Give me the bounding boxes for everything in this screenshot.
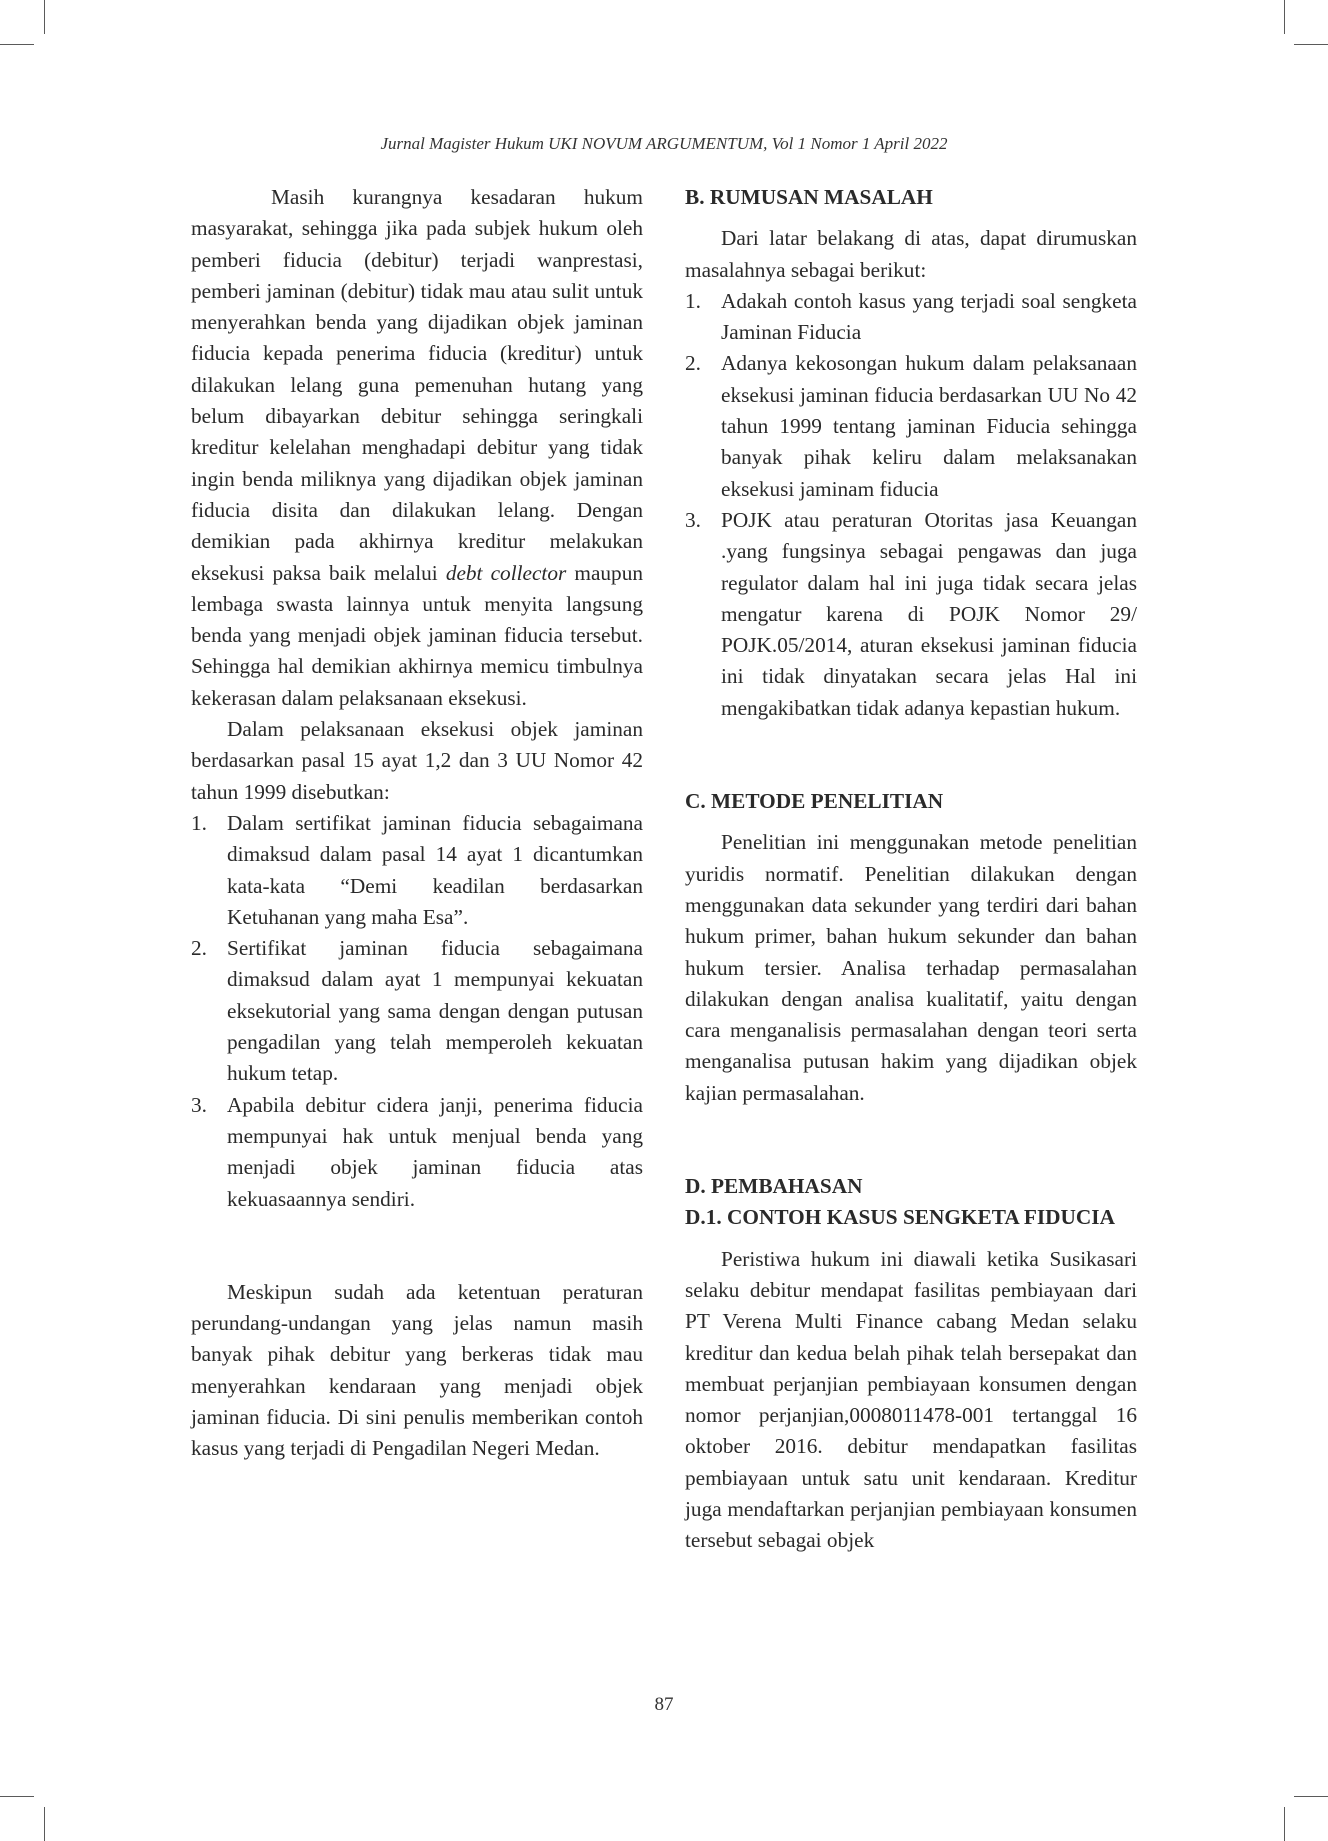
list-item [685, 505, 1137, 724]
article-15-list [191, 808, 643, 1215]
section-c-text: Penelitian ini menggunakan metode penelitian yuridis normatif. Penelitian dilakukan dengan menggunakan data sekunder yang terdiri dari bahan hukum primer, bahan hukum sekunder dan bahan hukum tersier. Analisa terhadap permasalahan dilakukan dengan analisa kualitatif, yaitu dengan cara menganalisis permasalahan dengan teori serta menganalisa putusan hakim yang dijadikan objek kajian permasalahan. [685, 830, 1137, 1105]
list-number: 2. [685, 351, 701, 376]
list-item [685, 286, 1137, 349]
list-text: Adanya kekosongan hukum dalam pelaksanaan eksekusi jaminan fiducia berdasarkan UU No 42 tahun 1999 tentang jaminan Fiducia sehingga banyak pihak keliru dalam melaksanakan eksekusi jaminam fiducia [721, 351, 1137, 501]
section-d-text: Peristiwa hukum ini diawali ketika Susikasari selaku debitur mendapat fasilitas pembiayaan dari PT Verena Multi Finance cabang Medan selaku kreditur dan kedua belah pihak telah bersepakat dan membuat perjanjian pembiayaan konsumen dengan nomor perjanjian,0008011478-001 tertanggal 16 oktober 2016. debitur mendapatkan fasilitas pembiayaan untuk satu unit kendaraan. Kreditur juga mendaftarkan perjanjian pembiayaan konsumen tersebut sebagai objek [685, 1246, 1137, 1553]
crop-mark [0, 44, 34, 45]
list-number: 1. [685, 288, 701, 313]
section-b-intro: Dari latar belakang di atas, dapat dirumuskan masalahnya sebagai berikut: [685, 226, 1137, 282]
list-text: Dalam sertifikat jaminan fiducia sebagaimana dimaksud dalam pasal 14 ayat 1 dicantumkan kata-kata “Demi keadilan berdasarkan Ketuhanan yang maha Esa”. [227, 810, 643, 929]
section-heading-c: C. METODE PENELITIAN [685, 789, 944, 814]
paragraph-execution: Dalam pelaksanaan eksekusi objek jaminan berdasarkan pasal 15 ayat 1,2 dan 3 UU Nomor 42 tahun 1999 disebutkan: [191, 717, 643, 804]
list-text: POJK atau peraturan Otoritas jasa Keuangan .yang fungsinya sebagai pengawas dan juga regulator dalam hal ini juga tidak secara jelas mengatur karena di POJK Nomor 29/ POJK.05/2014, aturan eksekusi jaminan fiducia ini tidak dinyatakan secara jelas Hal ini mengakibatkan tidak adanya kepastian hukum. [721, 507, 1137, 720]
list-item [191, 933, 643, 1089]
problem-list [685, 286, 1137, 724]
left-column [191, 182, 643, 1465]
paragraph-awareness [191, 182, 643, 714]
list-item [191, 1090, 643, 1215]
crop-mark [44, 0, 45, 34]
section-heading-d: D. PEMBAHASAN [685, 1174, 863, 1199]
list-number: 1. [191, 810, 207, 835]
crop-mark [1284, 0, 1285, 34]
list-number: 3. [685, 507, 701, 532]
list-text: Sertifikat jaminan fiducia sebagaimana dimaksud dalam ayat 1 mempunyai kekuatan eksekutorial yang sama dengan dengan putusan pengadilan yang telah memperoleh kekuatan hukum tetap. [227, 936, 643, 1086]
crop-mark [1294, 1796, 1328, 1797]
crop-mark [1294, 44, 1328, 45]
section-subheading-d1: D.1. CONTOH KASUS SENGKETA FIDUCIA [685, 1205, 1115, 1230]
list-text: Apabila debitur cidera janji, penerima fiducia mempunyai hak untuk menjual benda yang menjadi objek jaminan fiducia atas kekuasaannya sendiri. [227, 1092, 643, 1211]
crop-mark [1284, 1807, 1285, 1841]
list-item [685, 348, 1137, 504]
running-head: Jurnal Magister Hukum UKI NOVUM ARGUMENTUM, Vol 1 Nomor 1 April 2022 [380, 134, 948, 153]
crop-mark [0, 1796, 34, 1797]
paragraph-despite-regulation: Meskipun sudah ada ketentuan peraturan perundang-undangan yang jelas namun masih banyak pihak debitur yang berkeras tidak mau menyerahkan kendaraan yang menjadi objek jaminan fiducia. Di sini penulis memberikan contoh kasus yang terjadi di Pengadilan Negeri Medan. [191, 1279, 643, 1461]
list-item [191, 808, 643, 933]
section-heading-b: B. RUMUSAN MASALAH [685, 185, 933, 209]
page-number: 87 [654, 1694, 674, 1715]
list-text: Adakah contoh kasus yang terjadi soal sengketa Jaminan Fiducia [721, 288, 1137, 345]
paragraph-text: Masih kurangnya kesadaran hukum masyarakat, sehingga jika pada subjek hukum oleh pemberi fiducia (debitur) terjadi wanprestasi, pemberi jaminan (debitur) tidak mau atau sulit untuk menyerahkan benda yang dijadikan objek jaminan fiducia kepada penerima fiducia (kreditur) untuk dilakukan lelang guna pemenuhan hutang yang belum dibayarkan debitur sehingga seringkali kreditur kelelahan menghadapi debitur yang tidak ingin benda miliknya yang dijadikan objek jaminan fiducia disita dan dilakukan lelang. Dengan demikian pada akhirnya kreditur melakukan eksekusi paksa baik melalui [191, 185, 643, 585]
right-column [685, 182, 1137, 1557]
crop-mark [44, 1807, 45, 1841]
paragraph-text: maupun lembaga swasta lainnya untuk menyita langsung benda yang menjadi objek jaminan fiducia tersebut. Sehingga hal demikian akhirnya memicu timbulnya kekerasan dalam pelaksanaan eksekusi. [191, 560, 644, 710]
italic-term: debt collector [445, 560, 567, 585]
list-number: 3. [191, 1092, 207, 1117]
list-number: 2. [191, 936, 207, 961]
